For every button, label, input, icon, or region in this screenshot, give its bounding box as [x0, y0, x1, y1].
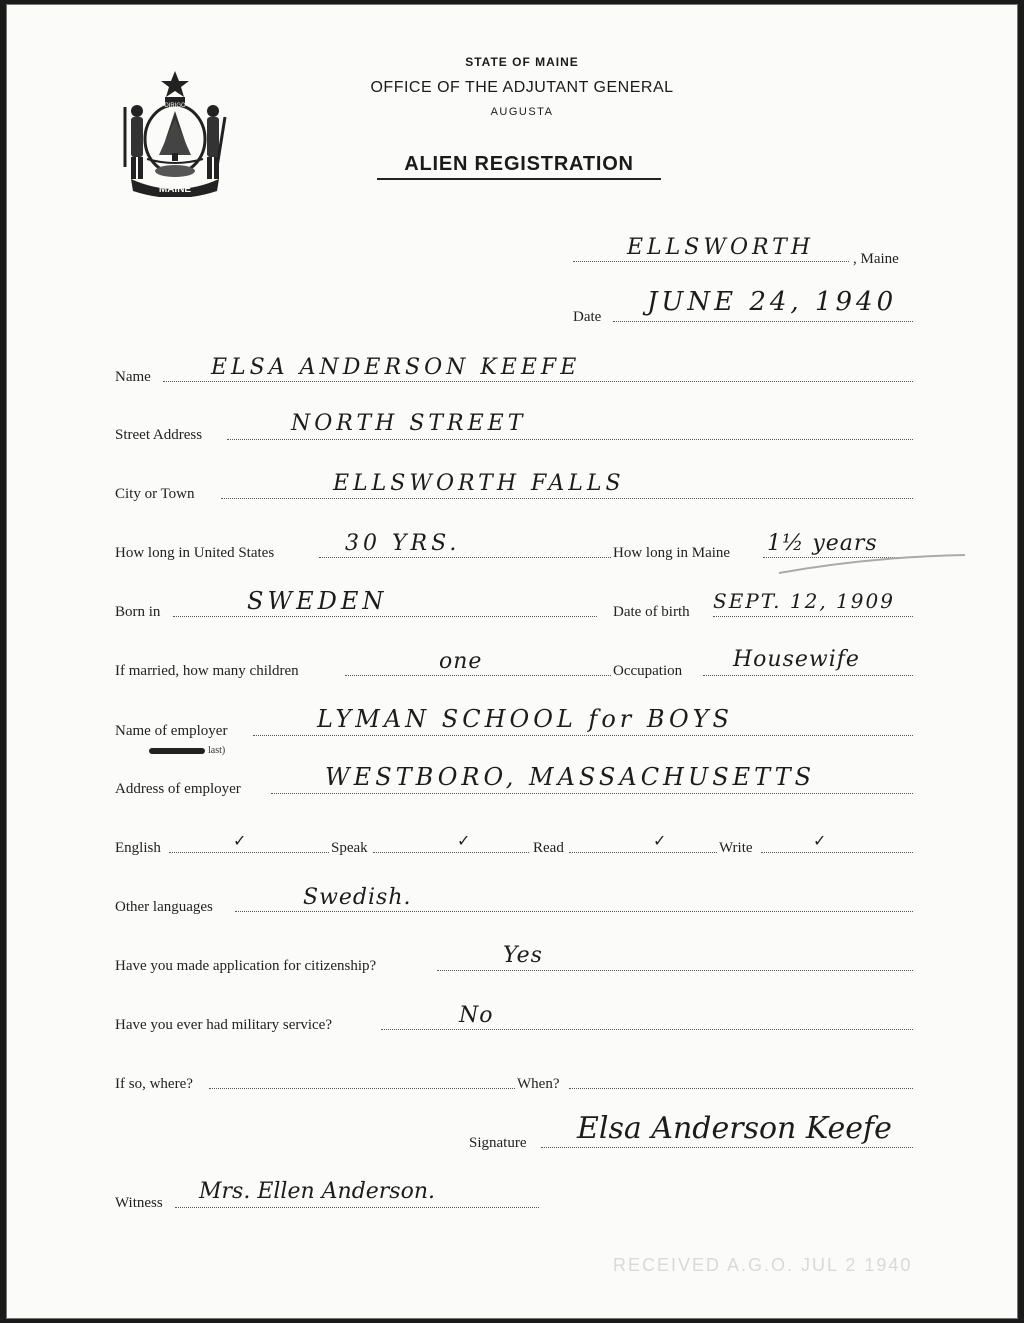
date-of-birth-line [713, 616, 913, 617]
other-languages-label: Other languages [115, 899, 213, 915]
write-check: ✓ [813, 831, 827, 850]
name-label: Name [115, 369, 151, 385]
signature-line [541, 1147, 913, 1148]
other-languages-value: Swedish. [303, 885, 412, 910]
header-office: OFFICE OF THE ADJUTANT GENERAL [370, 79, 674, 96]
english-check: ✓ [233, 831, 247, 850]
children-label: If married, how many children [115, 663, 299, 679]
date-of-birth-value: SEPT. 12, 1909 [713, 589, 895, 613]
employer-line [253, 735, 913, 736]
how-long-maine-value: 1½ years [767, 531, 878, 556]
maine-suffix: , Maine [853, 251, 899, 267]
pencil-smudge-icon [777, 553, 967, 577]
if-so-where-line [209, 1088, 515, 1089]
occupation-value: Housewife [733, 647, 860, 672]
witness-label: Witness [115, 1195, 163, 1211]
born-in-line [173, 616, 597, 617]
seal-text: MAINE [158, 184, 192, 195]
military-value: No [459, 1003, 494, 1028]
speak-label: Speak [331, 840, 368, 856]
header-state: STATE OF MAINE [465, 55, 579, 69]
street-line [227, 439, 913, 440]
place-value: ELLSWORTH [627, 235, 815, 260]
form-title: ALIEN REGISTRATION [377, 153, 661, 180]
read-line [569, 852, 717, 853]
place-line [573, 261, 849, 262]
english-label: English [115, 840, 161, 856]
when-label: When? [517, 1076, 560, 1092]
street-value: NORTH STREET [291, 411, 527, 436]
speak-line [373, 852, 529, 853]
how-long-us-line [319, 557, 611, 558]
state-seal-icon [117, 67, 233, 197]
name-line [163, 381, 913, 382]
citizenship-line [437, 970, 913, 971]
signature-value: Elsa Anderson Keefe [577, 1111, 892, 1146]
employer-address-value: WESTBORO, MASSACHUSETTS [325, 763, 816, 791]
when-line [569, 1088, 913, 1089]
date-value: JUNE 24, 1940 [647, 287, 898, 317]
english-line [169, 852, 329, 853]
write-line [761, 852, 913, 853]
street-label: Street Address [115, 427, 203, 443]
born-in-label: Born in [115, 604, 161, 620]
if-so-where-label: If so, where? [115, 1076, 193, 1092]
speak-check: ✓ [457, 831, 471, 850]
military-label: Have you ever had military service? [115, 1017, 332, 1033]
employer-note [149, 745, 225, 756]
occupation-line [703, 675, 913, 676]
employer-note-text: last) [208, 745, 226, 756]
military-line [381, 1029, 913, 1030]
registration-form [6, 4, 1018, 1319]
read-check: ✓ [653, 831, 667, 850]
received-stamp: RECEIVED A.G.O. JUL 2 1940 [613, 1255, 913, 1275]
how-long-us-label: How long in United States [115, 545, 275, 561]
city-line [221, 498, 913, 499]
employer-label: Name of employer [115, 723, 228, 739]
date-line [613, 321, 913, 322]
witness-line [175, 1207, 539, 1208]
occupation-label: Occupation [613, 663, 683, 679]
signature-label: Signature [469, 1135, 527, 1151]
name-value: ELSA ANDERSON KEEFE [211, 355, 581, 380]
children-line [345, 675, 611, 676]
city-label: City or Town [115, 486, 195, 502]
redaction-mark [149, 748, 205, 754]
how-long-maine-label: How long in Maine [613, 545, 731, 561]
employer-address-line [271, 793, 913, 794]
citizenship-value: Yes [503, 943, 543, 968]
how-long-us-value: 30 YRS. [345, 531, 461, 556]
seal-motto: DIRIGO [164, 103, 186, 109]
witness-value: Mrs. Ellen Anderson. [199, 1179, 436, 1204]
children-value: one [439, 649, 483, 674]
employer-address-label: Address of employer [115, 781, 241, 797]
write-label: Write [719, 840, 753, 856]
city-value: ELLSWORTH FALLS [333, 471, 625, 496]
date-of-birth-label: Date of birth [613, 604, 690, 620]
citizenship-label: Have you made application for citizenship? [115, 958, 377, 974]
employer-value: LYMAN SCHOOL for BOYS [317, 705, 733, 733]
read-label: Read [533, 840, 564, 856]
date-label: Date [573, 309, 602, 325]
header-city: AUGUSTA [490, 106, 554, 118]
other-languages-line [235, 911, 913, 912]
born-in-value: SWEDEN [247, 587, 388, 615]
